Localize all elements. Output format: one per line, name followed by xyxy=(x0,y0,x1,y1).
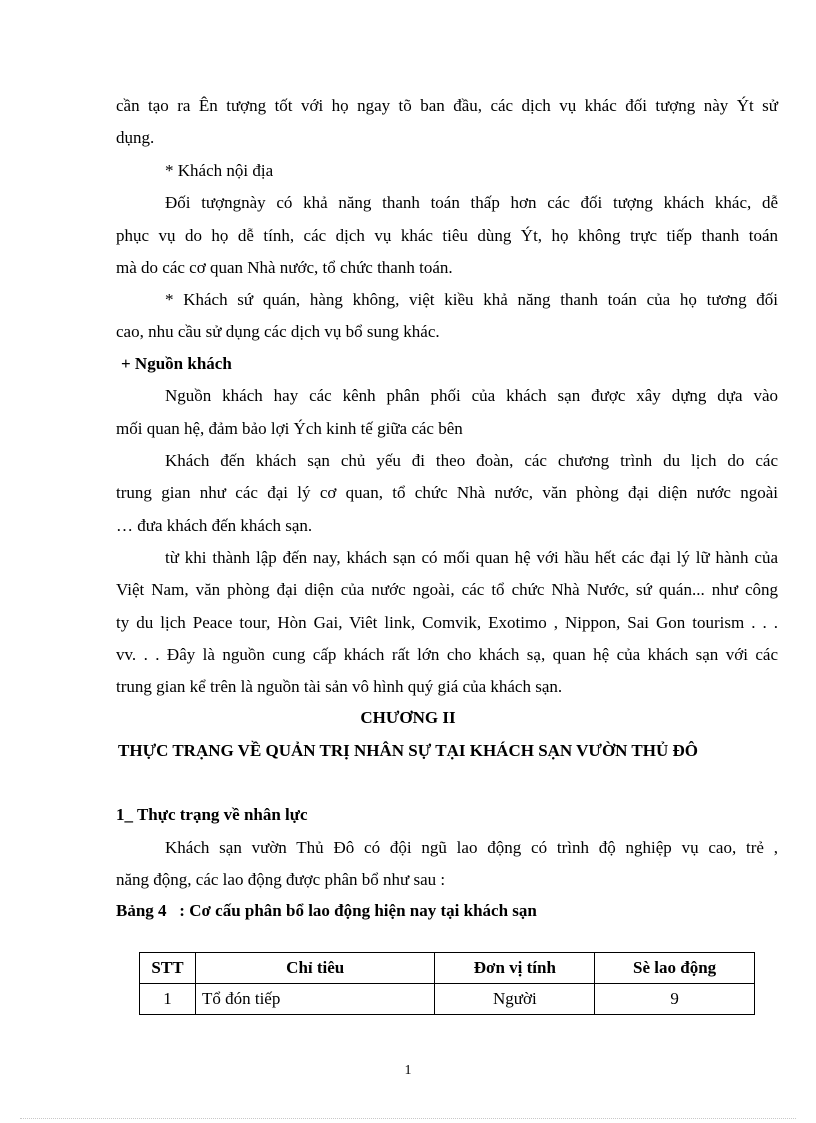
paragraph-line: Khách đến khách sạn chủ yếu đi theo đoàn, các chương trình du lịch do các xyxy=(165,451,778,470)
column-header-indicator: Chỉ tiêu xyxy=(195,953,435,984)
paragraph-line: cao, nhu cầu sử dụng các dịch vụ bổ sung khác. xyxy=(116,322,440,341)
paragraph-line: năng động, các lao động được phân bổ như sau : xyxy=(116,870,446,889)
paragraph-line: * Khách sứ quán, hàng không, việt kiều khả năng thanh toán của họ tương đối xyxy=(165,290,778,309)
paragraph-line: mối quan hệ, đảm bảo lợi Ých kinh tế giữa các bên xyxy=(116,419,463,438)
paragraph-line: Khách sạn vườn Thủ Đô có đội ngũ lao động có trình độ nghiệp vụ cao, trẻ , xyxy=(165,838,778,857)
domestic-heading: * Khách nội địa xyxy=(165,161,274,180)
paragraph-line: Việt Nam, văn phòng đại diện của nước ngoài, các tổ chức Nhà Nước, sứ quán... như công xyxy=(116,580,778,599)
paragraph-line: trung gian như các đại lý cơ quan, tổ chức Nhà nước, văn phòng đại diện nước ngoài xyxy=(116,483,778,502)
column-header-stt: STT xyxy=(140,953,196,984)
paragraph-line: cần tạo ra Ên tượng tốt với họ ngay tõ ban đầu, các dịch vụ khác đối tượng này Ýt sử xyxy=(116,96,778,115)
page-number: 1 xyxy=(404,1063,412,1078)
cell-indicator: Tổ đón tiếp xyxy=(195,984,435,1015)
table-header-row xyxy=(140,953,755,984)
column-header-count: Sè lao động xyxy=(595,953,755,984)
paragraph-line: Nguồn khách hay các kênh phân phối của khách sạn được xây dựng dựa vào xyxy=(165,386,778,405)
table-row xyxy=(140,984,755,1015)
column-header-unit: Đơn vị tính xyxy=(435,953,595,984)
cell-stt: 1 xyxy=(140,984,196,1015)
paragraph-line: từ khi thành lập đến nay, khách sạn có mối quan hệ với hầu hết các đại lý lữ hành của xyxy=(165,548,778,567)
paragraph-line: ty du lịch Peace tour, Hòn Gai, Viêt link, Comvik, Exotimo , Nippon, Sai Gon tourism . . . xyxy=(116,613,778,632)
chapter-number: CHƯƠNG II xyxy=(360,708,456,727)
cell-unit: Người xyxy=(435,984,595,1015)
paragraph-line: dụng. xyxy=(116,128,155,147)
paragraph-line: trung gian kể trên là nguồn tài sản vô hình quý giá của khách sạn. xyxy=(116,677,563,696)
section-heading: 1_ Thực trạng về nhân lực xyxy=(116,805,308,824)
chapter-title: THỰC TRẠNG VỀ QUẢN TRỊ NHÂN SỰ TẠI KHÁCH SẠN VƯỜN THỦ ĐÔ xyxy=(118,741,698,760)
paragraph-line: vv. . . Đây là nguồn cung cấp khách rất lớn cho khách sạ, quan hệ của khách sạn với các xyxy=(116,645,778,664)
paragraph-line: Đối tượngnày có khả năng thanh toán thấp hơn các đối tượng khách khác, dễ xyxy=(165,193,778,212)
paragraph-line: … đưa khách đến khách sạn. xyxy=(116,516,313,535)
cell-count: 9 xyxy=(595,984,755,1015)
paragraph-line: phục vụ do họ dễ tính, các dịch vụ khác tiêu dùng Ýt, họ không trực tiếp thanh toán xyxy=(116,226,778,245)
table-caption: Bảng 4 : Cơ cấu phân bổ lao động hiện nay tại khách sạn xyxy=(116,901,537,920)
source-heading: + Nguồn khách xyxy=(121,354,232,373)
paragraph-line: mà do các cơ quan Nhà nước, tổ chức thanh toán. xyxy=(116,258,453,277)
staff-allocation-table xyxy=(139,952,755,1015)
page-break-rule xyxy=(20,1118,796,1119)
